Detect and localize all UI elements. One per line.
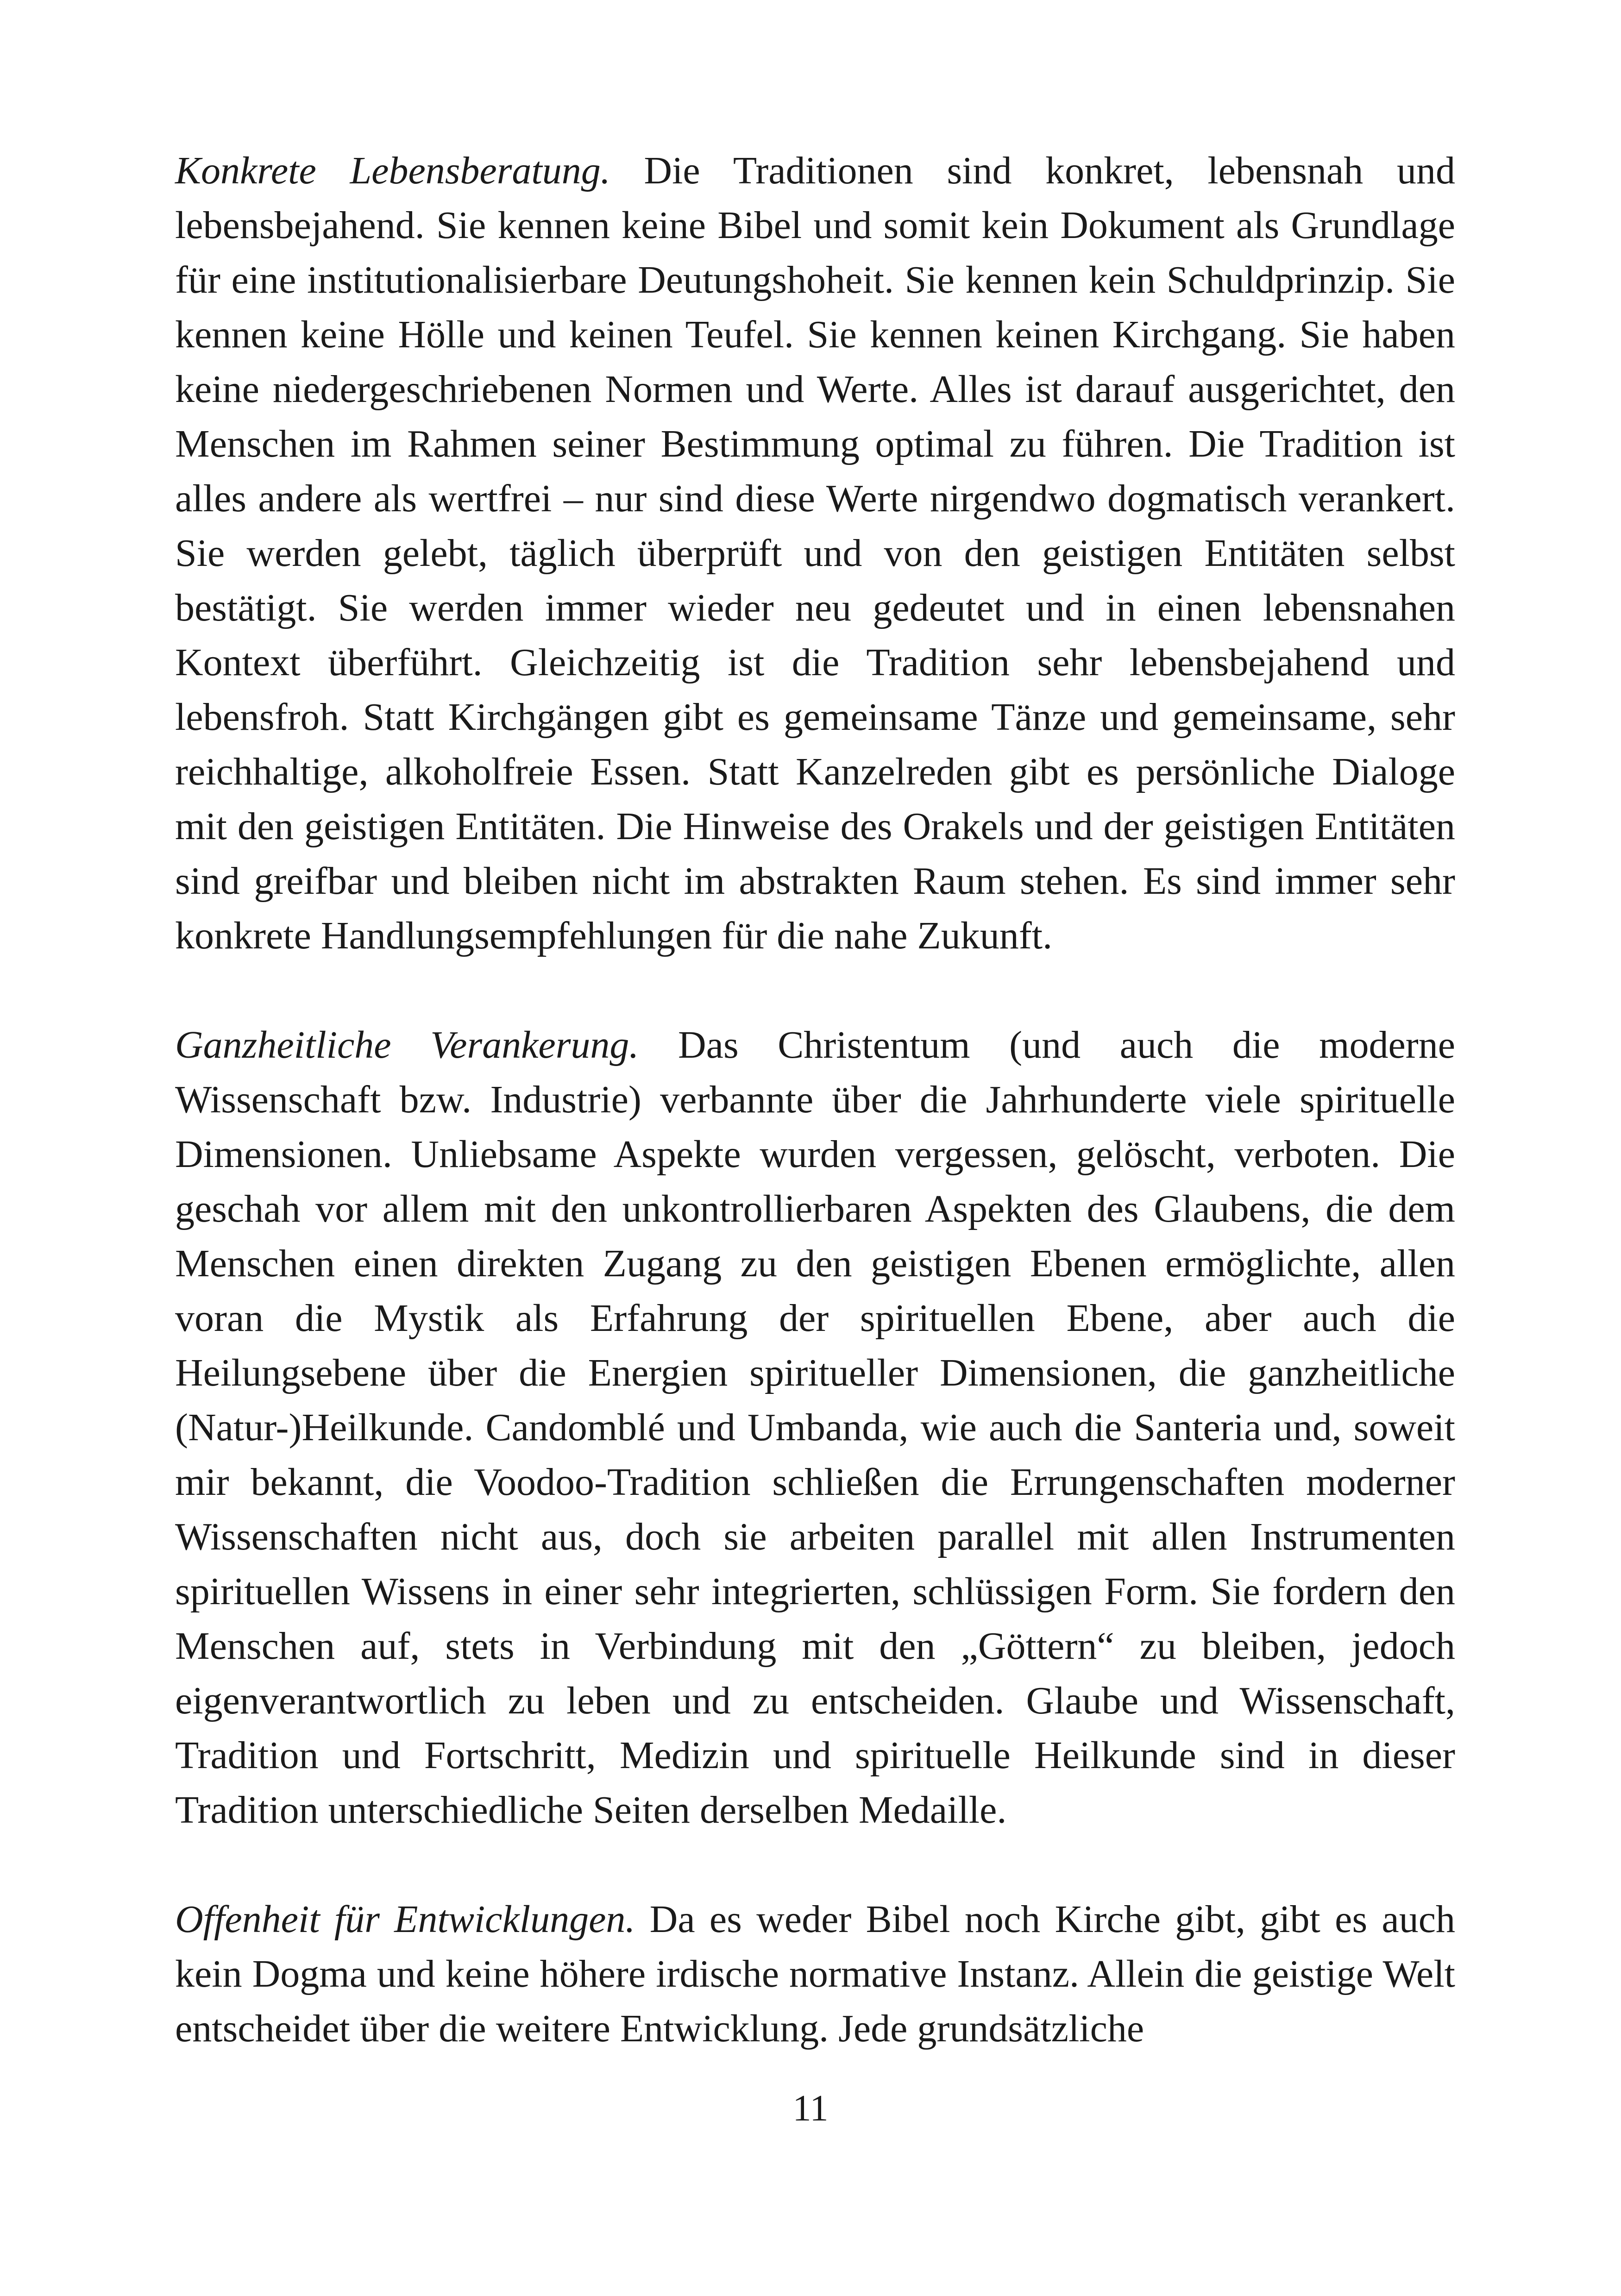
paragraph-lead: Ganzheitliche Verankerung. [175, 1023, 639, 1066]
paragraph-ganzheitliche-verankerung [175, 1018, 1455, 1838]
paragraph-lead: Konkrete Lebensberatung. [175, 149, 610, 192]
paragraph-body: Da es weder Bibel noch Kirche gibt, gibt es auch kein Dogma und keine höhere irdische normative Instanz. Allein die geistige Welt entscheidet über die weitere Entwicklung. Jede grundsätzliche [175, 1898, 1455, 2050]
paragraph-body: Die Traditionen sind konkret, lebensnah und lebensbejahend. Sie kennen keine Bibel und somit kein Dokument als Grundlage für eine institutionalisierbare Deutungshoheit. Sie kennen kein Schuldprinzip. Sie kennen keine Hölle und keinen Teufel. Sie kennen keinen Kirchgang. Sie haben keine niedergeschriebenen Normen und Werte. Alles ist darauf ausgerichtet, den Menschen im Rahmen seiner Bestimmung optimal zu führen. Die Tradition ist alles andere als wertfrei – nur sind diese Werte nirgendwo dogmatisch verankert. Sie werden gelebt, täglich überprüft und von den geistigen Entitäten selbst bestätigt. Sie werden immer wieder neu gedeutet und in einen lebensnahen Kontext überführt. Gleichzeitig ist die Tradition sehr lebensbejahend und lebensfroh. Statt Kirchgängen gibt es gemeinsame Tänze und gemeinsame, sehr reichhaltige, alkoholfreie Essen. Statt Kanzelreden gibt es persönliche Dialoge mit den geistigen Entitäten. Die Hinweise des Orakels und der geistigen Entitäten sind greifbar und bleiben nicht im abstrakten Raum stehen. Es sind immer sehr konkrete Handlungsempfehlungen für die nahe Zukunft. [175, 149, 1455, 957]
paragraph-offenheit-fuer-entwicklungen [175, 1892, 1455, 2056]
page-number: 11 [792, 2088, 829, 2129]
paragraph-body: Das Christentum (und auch die moderne Wissenschaft bzw. Industrie) verbannte über die Jahrhunderte viele spirituelle Dimensionen. Unliebsame Aspekte wurden vergessen, gelöscht, verboten. Die geschah vor allem mit den unkontrollierbaren Aspekten des Glaubens, die dem Menschen einen direkten Zugang zu den geistigen Ebenen ermöglichte, allen voran die Mystik als Erfahrung der spirituellen Ebene, aber auch die Heilungsebene über die Energien spiritueller Dimensionen, die ganzheitliche (Natur-)Heilkunde. Candomblé und Umbanda, wie auch die Santeria und, soweit mir bekannt, die Voodoo-Tradition schließen die Errungenschaften moderner Wissenschaften nicht aus, doch sie arbeiten parallel mit allen Instrumenten spirituellen Wissens in einer sehr integrierten, schlüssigen Form. Sie fordern den Menschen auf, stets in Verbindung mit den „Göttern“ zu bleiben, jedoch eigenverantwortlich zu leben und zu entscheiden. Glaube und Wissenschaft, Tradition und Fortschritt, Medizin und spirituelle Heilkunde sind in dieser Tradition unterschiedliche Seiten derselben Medaille. [175, 1023, 1456, 1832]
paragraph-lead: Offenheit für Entwicklungen. [175, 1898, 635, 1941]
body-text [175, 144, 1455, 2056]
paragraph-konkrete-lebensberatung [175, 144, 1455, 963]
